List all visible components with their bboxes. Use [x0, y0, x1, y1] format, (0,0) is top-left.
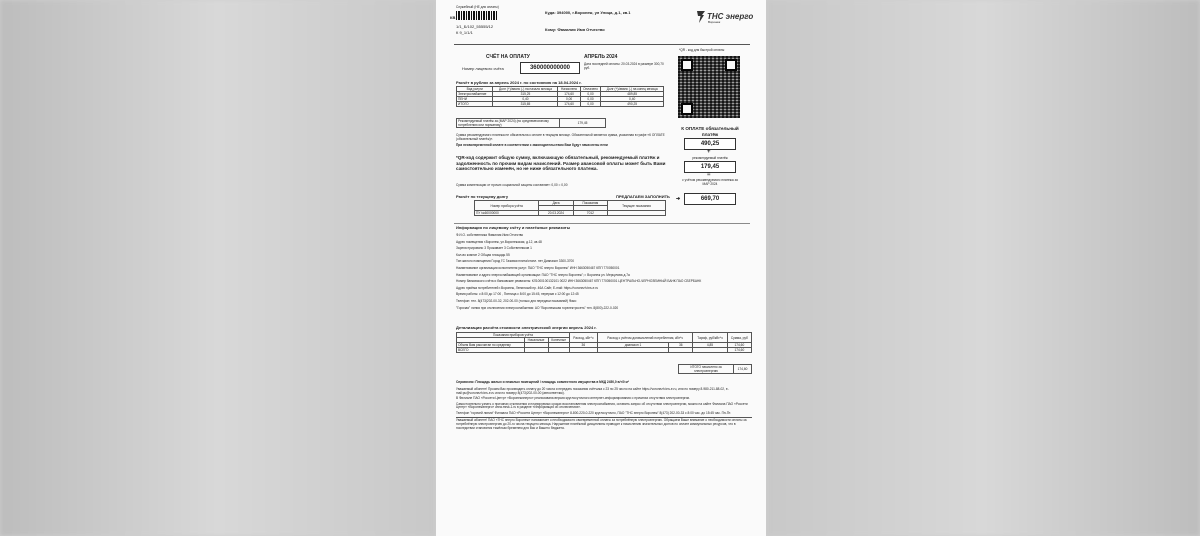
info-line: "Горячая" линия при отключении электроснабжения: АО "Воронежская горэлектросеть" тел. 8(800)-222-0-020 — [456, 305, 619, 310]
table-cell: 0,00 — [580, 92, 601, 97]
table-cell: 0,00 — [558, 97, 580, 102]
info-line: Наименование и адрес энергоснабжающей организации: ПАО "ТНС энерго Воронеж"; г. Воронеж ул. Меркулова д.7а — [456, 272, 630, 277]
info-block — [456, 232, 752, 311]
detail-total-value: 174,60 — [734, 365, 752, 374]
info-line: Адрес помещения г.Воронеж, ул.Воронежская, д.12, кв.48 — [456, 239, 542, 244]
detail-sub-end: Конечные — [548, 338, 569, 343]
account-number: 360000000000 — [520, 62, 580, 74]
qr-code-icon[interactable] — [678, 56, 740, 118]
table-cell: 0,40 — [493, 97, 558, 102]
whom-name: Фамилия Имя Отчество — [557, 27, 605, 32]
table-cell: ПУ №60000000 — [475, 211, 539, 216]
recommended-table — [456, 118, 606, 128]
pay-label: К ОПЛАТЕ обязательный платёж — [681, 126, 739, 137]
to-label: Куда: — [545, 10, 556, 15]
calc-col-service: Вид услуги — [457, 87, 493, 92]
table-cell — [569, 348, 597, 353]
code-kb: КВ — [450, 15, 456, 20]
detail-heading: Детализация расчёта стоимости электрической энергии апрель 2024 г. — [456, 325, 597, 330]
table-cell: 174,60 — [727, 343, 751, 348]
compensation-note: Сумма компенсации от прочих социальной защиты составляет: 0,00 = 0,00 — [456, 183, 568, 187]
footer-paragraph: В Филиале ПАО «Россети Центр» «Воронежэнерго» реализована версия круглосуточного интернет-информирования о причинах отсутствия электроэнергии. — [456, 396, 691, 401]
plus-sign: + — [707, 149, 711, 155]
current-reading-input[interactable] — [607, 211, 665, 216]
meter-heading: Расчёт по текущему долгу — [456, 194, 509, 199]
table-cell: 315,65 — [493, 102, 558, 107]
pay-amount: 490,25 — [684, 138, 736, 150]
arrow-right-icon: ➔ — [676, 196, 681, 202]
table-cell: 174,60 — [727, 348, 751, 353]
blurred-background-right — [766, 0, 1200, 536]
detail-total-label: ИТОГО начислено за электроэнергию — [679, 365, 734, 374]
pay-recommended-amount: 179,45 — [684, 161, 736, 173]
logo-text: ТНС энерго — [707, 12, 754, 21]
calc-note-1: Сумма рекомендуемого платежа не обязательна к оплате в текущем месяце. Обязательной является сумма, указанная в графе «К ОПЛАТЕ (обязательный платёж)». — [456, 133, 665, 141]
footer-paragraph: Уважаемый абонент! ПАО «ТНС энерго Воронеж» напоминает о необходимости своевременной оплаты за потреблённую электроэнергию. Обращаем Ваше внимание о необходимости оплаты за потреблённую электроэнергию до 20-го числа текущего месяца. Нарушение платёжной дисциплины приводит к начислению значительных долгов по оплате коммунальных ресурсов, что в последствии становится тяжёлым бременем для Вас и Вашего бюджета. — [456, 417, 752, 431]
to-address: 394000, г.Воронеж, ул Улица, д.1, кв.1 — [556, 10, 631, 15]
detail-col-readings: Показания приборов учёта — [457, 333, 570, 338]
meter-sub-date: Дата — [539, 201, 574, 206]
equals-sign: = — [707, 172, 711, 178]
invoice-document — [436, 0, 766, 536]
table-cell — [597, 348, 668, 353]
detail-table — [456, 332, 752, 353]
info-line: Ф.И.О. собственника Фамилия Имя Отчество — [456, 233, 524, 237]
qr-finder — [725, 59, 737, 71]
invoice-month: АПРЕЛЬ 2024 — [584, 54, 618, 60]
pay-total-amount: 669,70 — [684, 193, 736, 205]
meter-col-current: Текущие показания — [607, 201, 665, 211]
table-cell: 0,40 — [601, 97, 664, 102]
meter-fill-hint: ПРЕДЛАГАЕМ ЗАПОЛНИТЬ — [616, 194, 670, 199]
info-line: Время работы: с 8:00 до 17:00 , Пятница с 8:00 до 15:45, перерыв с 12:00 до 12:45 — [456, 292, 579, 297]
table-cell: 36 — [669, 343, 693, 348]
service-note: Служебный (НЕ для оплаты) — [456, 5, 499, 9]
calc-col-paid: Оплачено — [580, 87, 601, 92]
table-cell: 4,85 — [693, 343, 727, 348]
header-divider — [454, 44, 750, 45]
detail-col-consumption: Расход, кВт*ч — [569, 333, 597, 343]
detail-col-sum: Сумма, руб — [727, 333, 751, 343]
qr-notice: *QR-код содержит общую сумму, включающую обязательный, рекомендуемый платёж и задолженность по прочим видам начислений. Размер авансовой оплаты может быть Вами самостоятельно изменён, но не ниже обязательного платежа. — [456, 155, 666, 171]
table-cell: 315,25 — [493, 92, 558, 97]
table-cell: ВСЕГО — [457, 348, 525, 353]
table-cell: 20.03.2024 — [539, 211, 574, 216]
calc-table — [456, 86, 664, 107]
detail-col-tariff: Тариф, руб/кВт*ч — [693, 333, 727, 343]
blurred-background-left — [0, 0, 436, 536]
table-cell: 174,60 — [558, 92, 580, 97]
calc-heading: Расчёт в рублях за апрель 2024 г. по состоянию на 18.04.2024 г. — [456, 80, 582, 85]
recommended-label: Рекомендуемый платёж за (МАР 2024) (по среднемесячному потреблению или нормативу) — [457, 119, 560, 128]
table-cell: ПЕНИ — [457, 97, 493, 102]
info-line: Зарегистрировано 3 Проживает 3 Собственников 1 — [456, 246, 532, 251]
table-cell — [669, 348, 693, 353]
table-cell: Электроснабжение — [457, 92, 493, 97]
code-line-1: 1/1_Б/102_55555/12 — [456, 24, 494, 29]
info-line: Кол-во комнат 2 Общая площадь 55 — [456, 252, 510, 257]
calc-col-debt-start: Долг (+)/аванс (-) на начало месяца — [493, 87, 558, 92]
whom-label: Кому: — [545, 27, 557, 32]
meter-sub-reading: Показания — [573, 201, 607, 206]
detail-col-consumption-adj: Расход с учётом доначислений потребления, кВт*ч — [597, 333, 692, 343]
table-cell: 36 — [569, 343, 597, 348]
table-row — [457, 348, 752, 353]
table-row-total — [457, 102, 664, 107]
logo-subtitle: Воронеж — [708, 20, 721, 24]
footer-paragraph: Самостоятельно узнать о причинах отключения и планируемых сроках восстановления электроснабжения, оставить запрос об отсутствии электроэнергии, можно на сайте Филиала ПАО «Россети Центр» «Воронежэнерго» www.mrsk-1.ru в разделе «Информация об отключениях». — [456, 401, 748, 410]
footer-block — [456, 388, 752, 431]
info-line: Телефон: тел. 8(473)202-00-32, 202-00-00 (только для передачи показаний) Факс: — [456, 298, 577, 303]
due-note: Дата последней оплаты: 20.03.2024 в размере 300,70 руб. — [584, 62, 664, 70]
table-cell: Объем Вам рассчитан по среднему — [457, 343, 525, 348]
info-heading: Информация по лицевому счёту и платёжные реквизиты — [456, 225, 571, 230]
qr-finder — [681, 59, 693, 71]
footer-paragraph: Телефон "горячей линии" Филиала ПАО «Россети Центр» «Воронежэнерго» 8-800-220-0-220 круглосуточно, ПАО "ТНС энерго Воронеж" 8(473) 202-00-33 с 8:00 час. до 15:45 час. Пн-Пт. — [456, 410, 731, 415]
pay-recommended-label: рекомендуемый платёж — [692, 156, 728, 160]
tns-logo-icon — [696, 10, 706, 24]
qr-finder — [681, 103, 693, 115]
table-cell: 0,00 — [580, 102, 601, 107]
table-cell: 0,00 — [580, 97, 601, 102]
table-cell — [548, 348, 569, 353]
table-cell: 7012 — [573, 211, 607, 216]
account-label: Номер лицевого счёта — [462, 66, 504, 71]
info-line: Наименование организации исполнителя услуг: ПАО "ТНС энерго Воронеж" ИНН 3663050467 КПП 770050001 — [456, 265, 620, 270]
info-line: Номер банковского счёта и банковские реквизиты: КЛ1000100132101 0022 ИНН 3663050467 КПП 770050001 ЦЕНТРАЛЬНО-ЧЕРНОЗЕМНЫЙ БАНК ПАО СБЕРБАНК — [456, 279, 702, 284]
detail-total-table — [678, 364, 752, 374]
table-cell: диапазон 1 — [597, 343, 668, 348]
meter-table — [474, 200, 666, 216]
detail-sub-start: Начальные — [524, 338, 548, 343]
table-cell — [524, 348, 548, 353]
table-cell — [693, 348, 727, 353]
pay-total-label: с учётом рекомендуемого платежа за МАР 2024 — [682, 178, 738, 186]
code-line-2: К 9_1/1/1 — [456, 30, 473, 35]
footer-reference: Справочно: Площадь жилых и нежилых помещений / площадь совместного имущества в МКД 2450,0 в/т/0 м² — [456, 380, 629, 384]
calc-note-2: При несвоевременной оплате в соответствии с законодательством Вам будут начислены пени — [456, 143, 608, 147]
footer-paragraph: Уважаемый абонент! Просим Вас производить оплату до 20 числа и передать показания счётчика с 23 по 25 число на сайте https://voronezh.tns-e.ru, или по номеру 8-980-211-88-02, e-mail:pu@voronezh.tns-e.ru или по номеру 8(473)202-00-00 (автоответчик). — [456, 387, 729, 395]
info-line: Тип жилого помещения Город ГС Газовая плита/отопл. нет Диапазон 3300-3700 — [456, 259, 575, 264]
calc-col-charged: Начислено — [558, 87, 580, 92]
invoice-title: СЧЁТ НА ОПЛАТУ — [486, 54, 530, 60]
table-cell: 174,60 — [558, 102, 580, 107]
calc-col-debt-end: Долг (+)/аванс (-) на конец месяца — [601, 87, 664, 92]
table-row — [475, 211, 666, 216]
table-cell: 489,85 — [601, 92, 664, 97]
table-cell: 490,25 — [601, 102, 664, 107]
table-cell: ИТОГО — [457, 102, 493, 107]
info-line: Адрес приёма потребителей г.Воронеж, Ленинский пр. 46А Сайт, E-mail: https://voronezh.tns-e.ru — [456, 285, 599, 290]
qr-note: *QR - код для быстрой оплаты — [679, 48, 725, 52]
barcode — [456, 11, 498, 20]
meter-col-number: Номер прибора учёта — [475, 201, 539, 211]
recommended-value: 179,45 — [560, 119, 606, 128]
